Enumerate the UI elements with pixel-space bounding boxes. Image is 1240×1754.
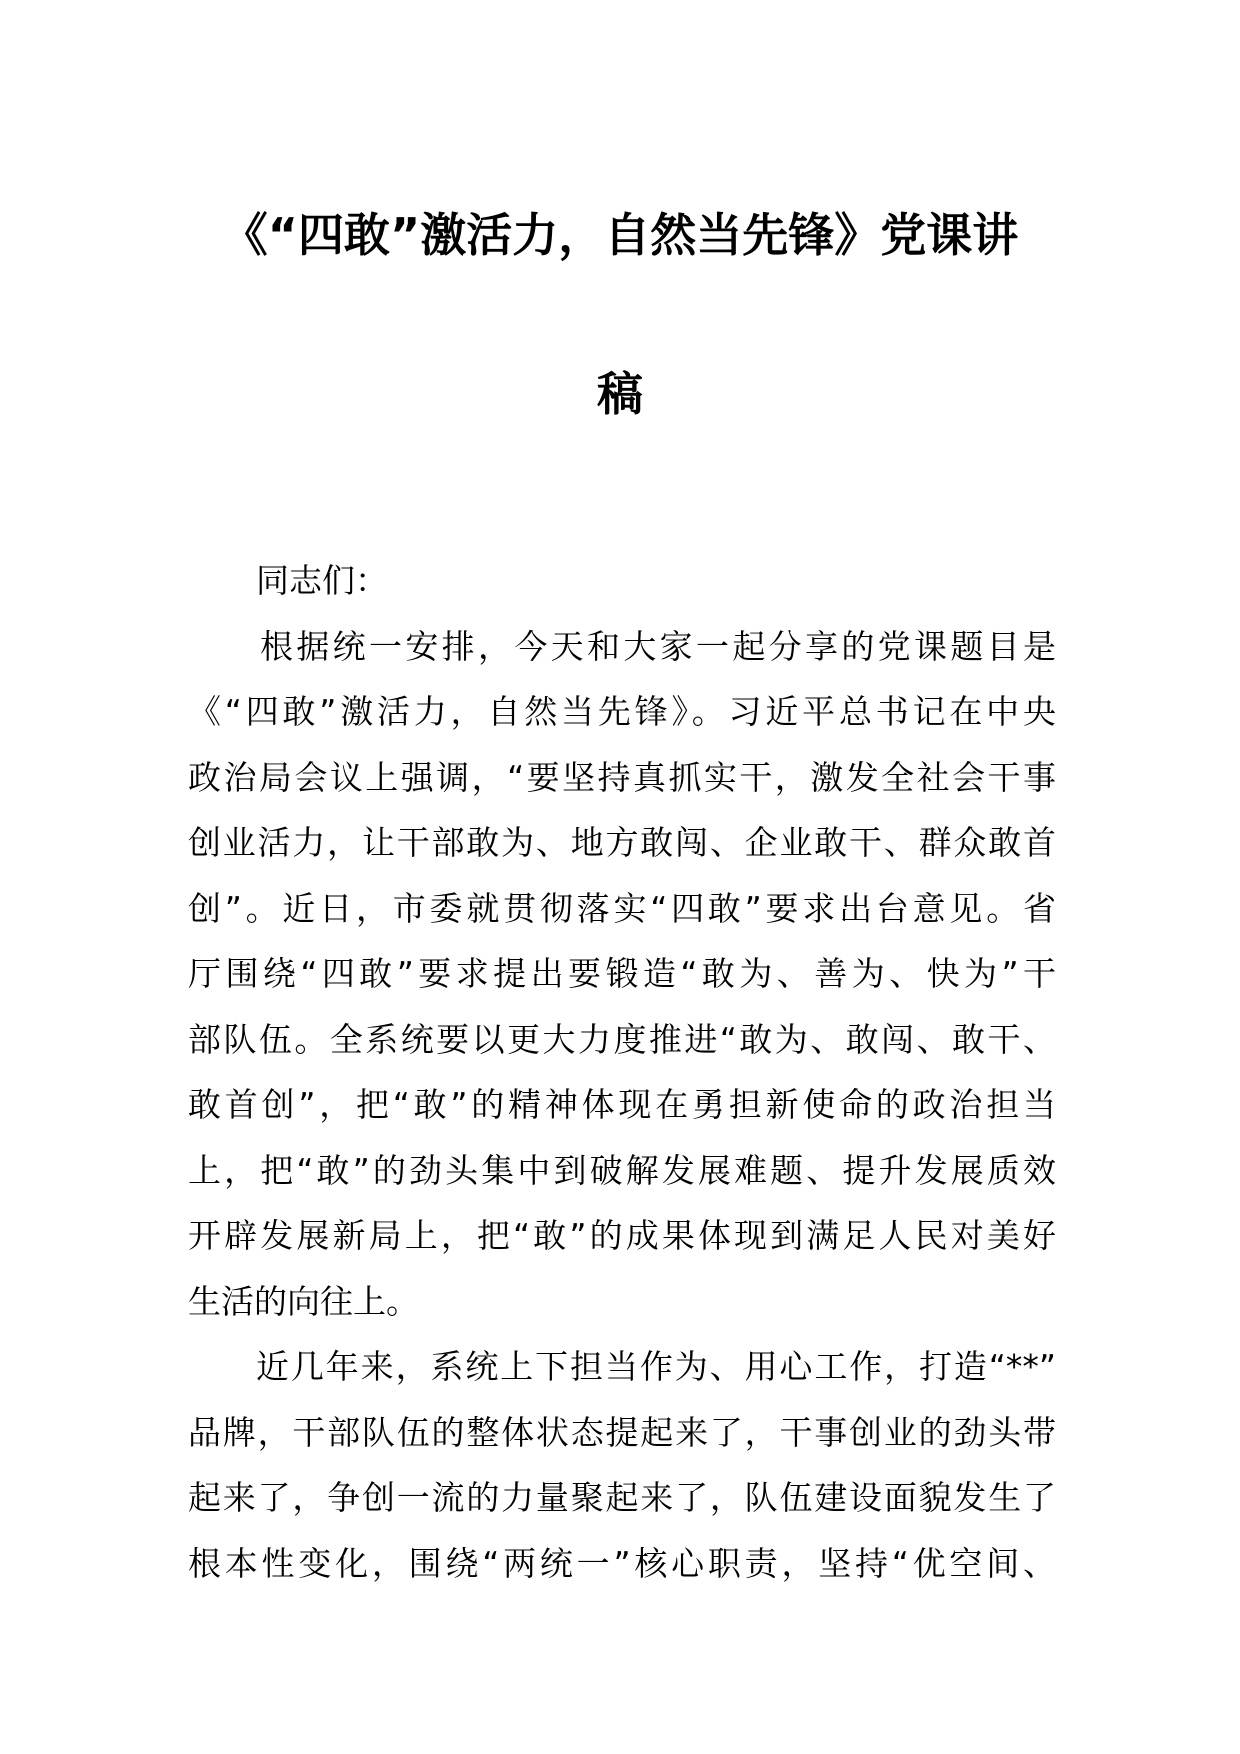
salutation: 同志们： [256,561,388,600]
paragraph-line: 创”。近日，市委就贯彻落实“四敢”要求出台意见。省 [188,888,1056,928]
paragraph-line: 敢首创”，把“敢”的精神体现在勇担新使命的政治担当 [188,1085,1056,1124]
paragraph-line: 创业活力，让干部敢为、地方敢闯、企业敢干、群众敢首 [188,823,1056,862]
paragraph-line: 根据统一安排，今天和大家一起分享的党课题目是 [260,626,1056,666]
document-title-line-2: 稿 [597,367,643,421]
document-body [188,548,1056,1596]
paragraph-line: 品牌，干部队伍的整体状态提起来了，干事创业的劲头带 [188,1412,1056,1452]
paragraph-line: 根本性变化，围绕“两统一”核心职责，坚持“优空间、 [188,1543,1056,1583]
paragraph-line: 生活的向往上。 [188,1281,419,1321]
paragraph-line: 开辟发展新局上，把“敢”的成果体现到满足人民对美好 [188,1216,1056,1255]
document-title-line-1: 《“四敢”激活力，自然当先锋》党课讲 [221,208,1019,262]
paragraph-2 [188,1334,1056,1596]
paragraph-line: 起来了，争创一流的力量聚起来了，队伍建设面貌发生了 [188,1478,1056,1517]
paragraph-line: 厅围绕“四敢”要求提出要锻造“敢为、善为、快为”干 [188,954,1056,993]
paragraph-line: 《“四敢”激活力，自然当先锋》。习近平总书记在中央 [188,692,1056,731]
paragraph-line: 政治局会议上强调，“要坚持真抓实干，激发全社会干事 [188,757,1056,797]
paragraph-line: 部队伍。全系统要以更大力度推进“敢为、敢闯、敢干、 [188,1019,1056,1059]
paragraph-line: 近几年来，系统上下担当作为、用心工作，打造“**” [256,1347,1056,1386]
paragraph-1 [188,614,1056,1335]
paragraph-line: 上，把“敢”的劲头集中到破解发展难题、提升发展质效 [188,1150,1056,1190]
